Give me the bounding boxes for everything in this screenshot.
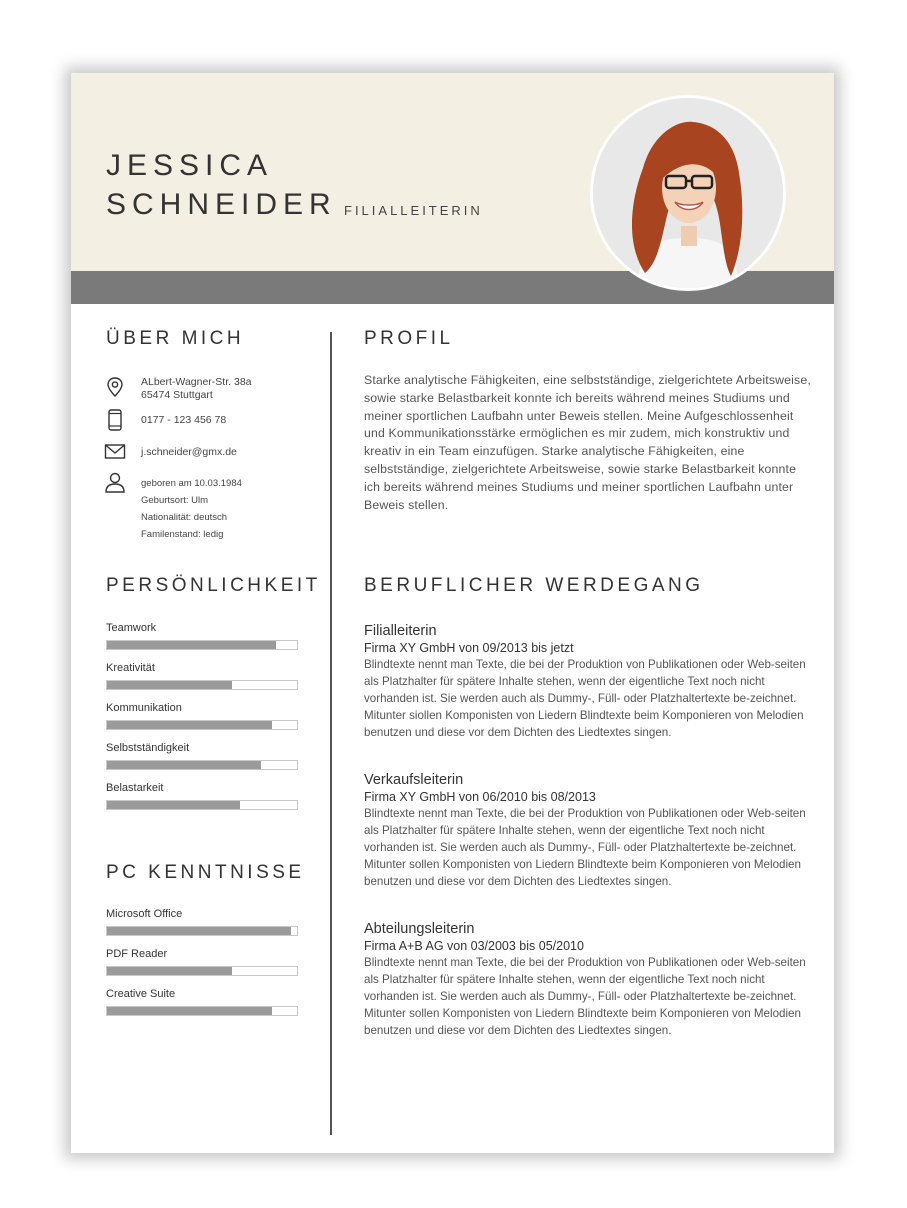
phone-icon	[104, 409, 126, 431]
job-title: FILIALLEITERIN	[344, 203, 483, 218]
profile-photo	[590, 95, 786, 291]
location-pin-icon	[104, 376, 126, 398]
skill-bar-fill	[107, 801, 240, 809]
envelope-icon	[104, 441, 126, 463]
skill-bar-fill	[107, 641, 276, 649]
skill-bar-fill	[107, 1007, 272, 1015]
address-line2: 65474 Stuttgart	[141, 389, 213, 401]
skill-label: Selbstständigkeit	[106, 742, 190, 754]
skill-label: PDF Reader	[106, 948, 168, 960]
career-title: BERUFLICHER WERDEGANG	[364, 575, 704, 596]
pc-skills-title: PC KENNTNISSE	[106, 862, 305, 883]
job-description: Blindtexte nennt man Texte, die bei der Produktion von Publikationen oder Web-seiten als Platzhalter für spätere Inhalte stehen, wenn der eigentliche Text noch nicht vorhanden ist. Sie werden auch als Dummy-, Füll- oder Platzhaltertexte be-zeichnet. Mitunter sollen Komponisten von Liedern Blindtexte beim Komponieren von Melodien benutzen und diese vor dem Dichten des Liedtextes singen.	[364, 956, 806, 1037]
skill-label: Creative Suite	[106, 988, 176, 1000]
portrait-illustration	[593, 98, 783, 288]
resume-page	[71, 73, 834, 1153]
skill-bar	[106, 680, 298, 690]
first-name: JESSICA	[106, 149, 274, 182]
address-line1: ALbert-Wagner-Str. 38a	[141, 376, 252, 388]
job-entry	[364, 622, 819, 741]
skill-bar-fill	[107, 721, 272, 729]
job-description: Blindtexte nennt man Texte, die bei der Produktion von Publikationen oder Web-seiten als Platzhalter für spätere Inhalte stehen, wenn der eigentliche Text noch nicht vorhanden ist. Sie werden auch als Dummy-, Füll- oder Platzhaltertexte be-zeichnet. Mitunter sollen Komponisten von Liedern Blindtexte beim Komponieren von Melodien benutzen und diese vor dem Dichten des Liedtextes singen.	[364, 807, 806, 888]
skill-bar	[106, 1006, 298, 1016]
skill-bar	[106, 640, 298, 650]
job-title: Filialleiterin	[364, 623, 437, 639]
skill-bar	[106, 926, 298, 936]
job-entry	[364, 771, 819, 890]
skill-bar-fill	[107, 681, 232, 689]
job-company: Firma A+B AG von 03/2003 bis 05/2010	[364, 939, 584, 953]
skill-bar-fill	[107, 927, 291, 935]
skill-bar-fill	[107, 967, 232, 975]
job-company: Firma XY GmbH von 09/2013 bis jetzt	[364, 641, 574, 655]
skill-label: Microsoft Office	[106, 908, 183, 920]
last-name: SCHNEIDER	[106, 188, 337, 221]
skill-bar	[106, 966, 298, 976]
skill-label: Kreativität	[106, 662, 155, 674]
person-icon	[104, 471, 126, 493]
email-address: j.schneider@gmx.de	[141, 446, 237, 458]
birth-date: geboren am 10.03.1984	[141, 478, 242, 489]
skill-label: Kommunikation	[106, 702, 182, 714]
skill-label: Teamwork	[106, 622, 157, 634]
job-description: Blindtexte nennt man Texte, die bei der Produktion von Publikationen oder Web-seiten als Platzhalter für spätere Inhalte stehen, wenn der eigentliche Text noch nicht vorhanden ist. Sie werden auch als Dummy-, Füll- oder Platzhaltertexte be-zeichnet. Mitunter siollen Komponisten von Liedern Blindtexte beim Komponieren von Melodien benutzen und diese vor dem Dichten des Liedtextes singen.	[364, 658, 806, 739]
job-title: Verkaufsleiterin	[364, 772, 464, 788]
marital-status: Familenstand: ledig	[141, 529, 224, 540]
personality-title: PERSÖNLICHKEIT	[106, 575, 321, 596]
column-divider	[330, 332, 332, 1135]
job-entry	[364, 920, 819, 1039]
skill-bar	[106, 760, 298, 770]
about-title: ÜBER MICH	[106, 328, 245, 349]
job-title: Abteilungsleiterin	[364, 921, 475, 937]
job-company: Firma XY GmbH von 06/2010 bis 08/2013	[364, 790, 596, 804]
profile-title: PROFIL	[364, 328, 454, 349]
skill-bar	[106, 720, 298, 730]
skill-bar	[106, 800, 298, 810]
skill-bar-fill	[107, 761, 261, 769]
nationality: Nationalität: deutsch	[141, 512, 228, 523]
phone-number: 0177 - 123 456 78	[141, 414, 227, 426]
profile-text: Starke analytische Fähigkeiten, eine selbstständige, zielgerichtete Arbeitsweise, sowie starke Belastbarkeit konnte ich bereits während meines Studiums und meiner sportlichen Laufbahn unter Beweis stellen. Meine Aufgeschlossenheit und Kommunikationsstärke ermöglichen es mir zudem, mich konstruktiv und kreativ in ein Team einzufügen. Starke analytische Fähigkeiten, eine selbstständige, zielgerichtete Arbeitsweise, sowie starke Belastbarkeit konnte ich bereits während meines Studiums und meiner sportlichen Laufbahn unter Beweis stellen.	[364, 373, 811, 512]
birth-place: Geburtsort: Ulm	[141, 495, 209, 506]
skill-label: Belastarkeit	[106, 782, 164, 794]
